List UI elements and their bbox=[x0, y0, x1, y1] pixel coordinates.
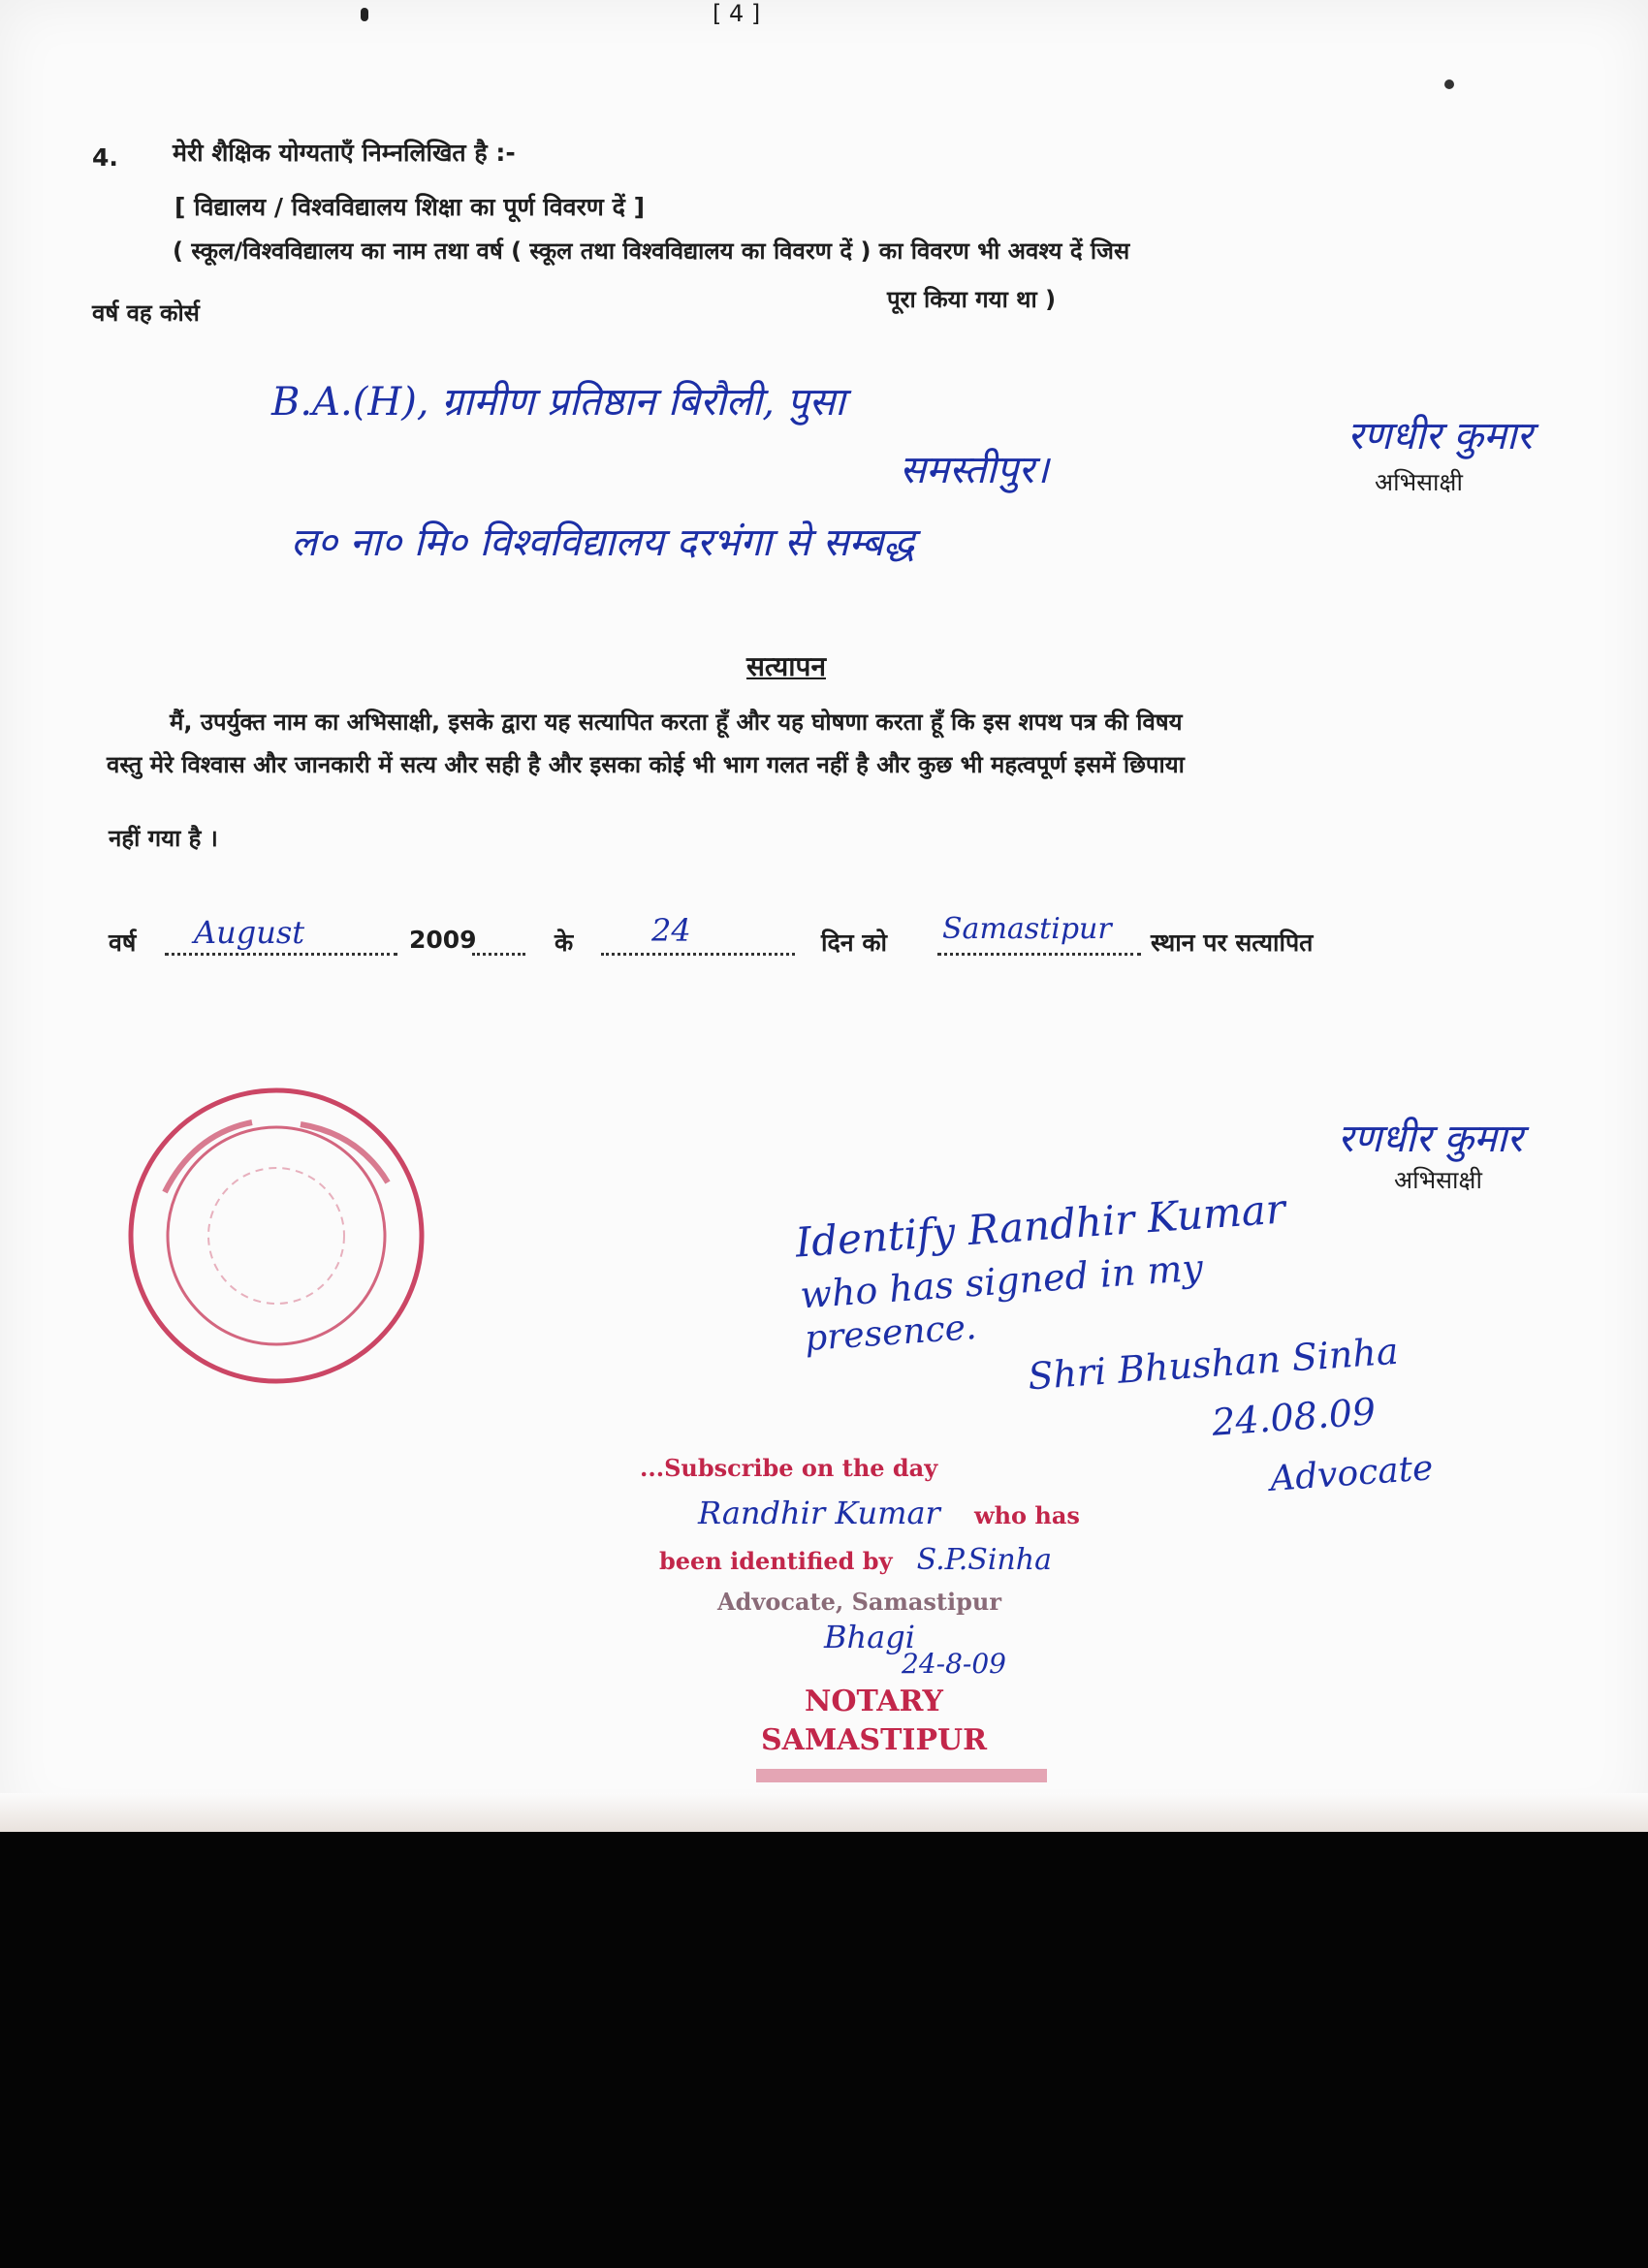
notary-name: Randhir Kumar bbox=[698, 1495, 940, 1531]
signatory-label-bottom: अभिसाक्षी bbox=[1394, 1166, 1482, 1194]
date-line bbox=[109, 912, 1485, 964]
notary-line2 bbox=[640, 1495, 1080, 1531]
verification-line2: वस्तु मेरे विश्वास और जानकारी में सत्य और सही है और इसका कोई भी भाग गलत नहीं है और कुछ भी महत्वपूर्ण इसमें छिपाया bbox=[107, 751, 1185, 778]
verification-heading: सत्यापन bbox=[746, 650, 826, 682]
notary-line3-prefix: been identified by bbox=[659, 1547, 893, 1575]
handwritten-qualification-line1: B.A.(H), ग्रामीण प्रतिष्ठान बिरौली, पुसा bbox=[271, 380, 845, 425]
day-label: दिन को bbox=[821, 929, 888, 957]
verification-line1: मैं, उपर्युक्त नाम का अभिसाक्षी, इसके द्वारा यह सत्यापित करता हूँ और यह घोषणा करता हूँ कि इस शपथ पत्र की विषय bbox=[170, 709, 1183, 736]
detail-note-line1: ( स्कूल/विश्वविद्यालय का नाम तथा वर्ष ( स्कूल तथा विश्वविद्यालय का विवरण दें ) का विवरण भी अवश्य दें जिस bbox=[173, 237, 1130, 265]
notary-line3 bbox=[659, 1543, 1052, 1577]
ke-label: के bbox=[555, 929, 574, 957]
scanner-background bbox=[0, 1832, 1648, 2268]
stamp-smudge-bar-2 bbox=[746, 1795, 1066, 1811]
day-dotted-line bbox=[601, 928, 795, 956]
notary-date: 24-8-09 bbox=[902, 1648, 1006, 1680]
advocate-title: Advocate bbox=[1268, 1448, 1435, 1499]
year-label: वर्ष bbox=[109, 929, 137, 957]
month-value: August bbox=[194, 914, 305, 951]
year-dotted-line bbox=[472, 928, 525, 956]
place-suffix: स्थान पर सत्यापित bbox=[1151, 929, 1314, 957]
notary-line2-suffix: who has bbox=[973, 1501, 1080, 1529]
ink-dot bbox=[1444, 79, 1454, 89]
identifier-name: S.P.Sinha bbox=[916, 1543, 1052, 1577]
notary-place: SAMASTIPUR bbox=[761, 1723, 988, 1757]
signature-bottom: रणधीर कुमार bbox=[1338, 1117, 1523, 1161]
notary-line4: Advocate, Samastipur bbox=[717, 1588, 1002, 1616]
year-value: 2009 bbox=[409, 926, 477, 954]
advocate-note-line1: Identify Randhir Kumar bbox=[793, 1184, 1287, 1267]
section-number: 4. bbox=[92, 143, 118, 172]
advocate-note-line3: presence. bbox=[803, 1307, 978, 1360]
notary-initials: Bhagi bbox=[824, 1619, 915, 1655]
advocate-note-line2: who has signed in my bbox=[798, 1245, 1205, 1317]
day-value: 24 bbox=[651, 912, 691, 949]
notary-title: NOTARY bbox=[805, 1685, 943, 1718]
notary-stamp bbox=[640, 1454, 1144, 1822]
verification-line3: नहीं गया है । bbox=[109, 825, 218, 852]
signatory-label-top: अभिसाक्षी bbox=[1375, 468, 1463, 496]
handwritten-qualification-line3: ल० ना० मि० विश्वविद्यालय दरभंगा से सम्बद्ध bbox=[291, 520, 915, 565]
notary-line1: ...Subscribe on the day bbox=[640, 1454, 938, 1482]
court-seal-stamp bbox=[116, 1076, 436, 1396]
advocate-signature: Shri Bhushan Sinha bbox=[1026, 1329, 1400, 1399]
advocate-date: 24.08.09 bbox=[1210, 1390, 1378, 1444]
stamp-smudge-bar bbox=[756, 1769, 1047, 1782]
page-marker: [ 4 ] bbox=[713, 0, 761, 27]
hole-punch-mark bbox=[361, 8, 368, 21]
place-value: Samastipur bbox=[942, 912, 1112, 946]
detail-note-line2-left: वर्ष वह कोर्स bbox=[92, 299, 200, 327]
detail-note-line2-right: पूरा किया गया था ) bbox=[887, 286, 1057, 313]
qualification-heading: मेरी शैक्षिक योग्यताएँ निम्नलिखित है :- bbox=[173, 139, 516, 167]
handwritten-qualification-line2: समस्तीपुर। bbox=[900, 448, 1049, 492]
signature-top: रणधीर कुमार bbox=[1347, 414, 1533, 458]
instruction-text: [ विद्यालय / विश्वविद्यालय शिक्षा का पूर्ण विवरण दें ] bbox=[174, 193, 645, 221]
